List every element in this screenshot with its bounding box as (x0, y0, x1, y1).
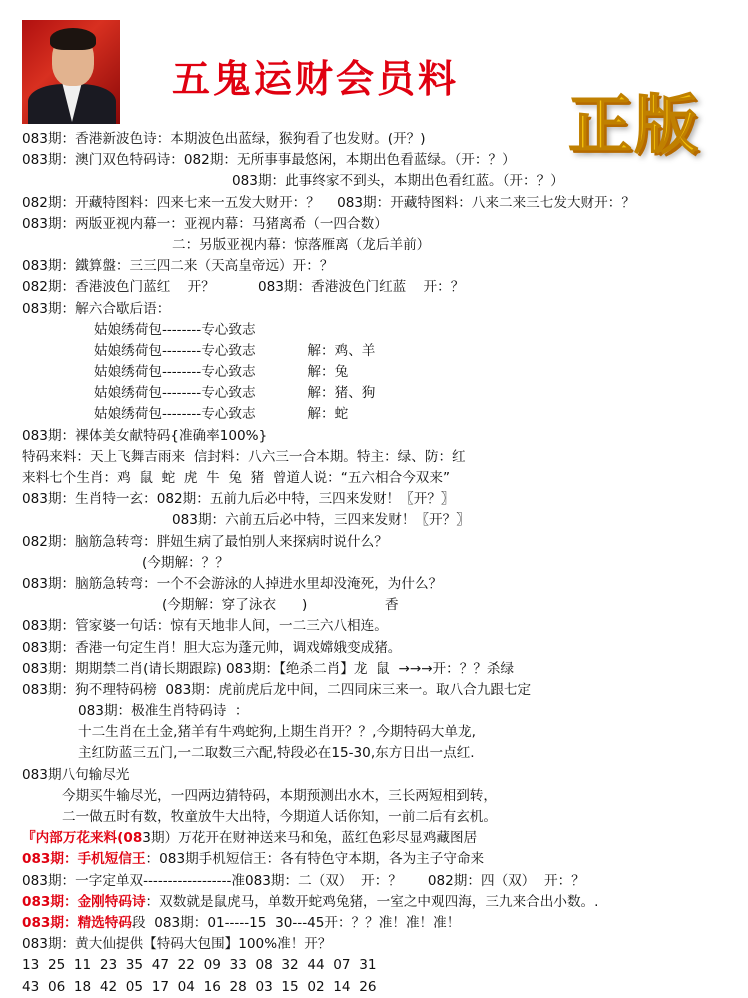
text-line: 083期：鐵算盤：三三四二来（天高皇帝远）开：？ (22, 258, 334, 275)
text-line: 083期：狗不理特码榜 083期：虎前虎后龙中间，二四同床三来一。取八合九跟七定 (22, 681, 532, 698)
text-line: 083期：黄大仙提供【特码大包围】100%准！开？ (22, 936, 332, 953)
text-line: 姑娘绣荷包--------专心致志 解：蛇 (94, 406, 349, 423)
text-line: 083期：两版亚视内幕一：亚视内幕：马猪离希（一四合数） (22, 215, 388, 232)
text-line: 083期：极准生肖特码诗 ： (78, 703, 249, 720)
text-line: 083期：一字定单双------------------准083期：二（双） 开：？ 082期：四（双） 开：？ (22, 872, 585, 889)
text-line: 083期：此事终家不到头，本期出色看红蓝。（开：？） (232, 173, 564, 190)
text-line: 二一做五时有数，牧童放牛大出特，今期道人话你知，一前二后有玄机。 (62, 809, 497, 825)
text-line: 083期：管家婆一句话：惊有天地非人间，一二三六八相连。 (22, 618, 388, 635)
text-line: 姑娘绣荷包--------专心致志 解：鸡、羊 (94, 342, 376, 359)
text-line: 13 25 11 23 35 47 22 09 33 08 32 44 07 31 (22, 957, 377, 974)
text-line: (今期解：穿了泳衣 ) 香 (162, 597, 399, 614)
highlight-label: 083期：精选特码 (22, 914, 132, 931)
text-line: 083期：六前五后必中特，三四来发财！〖开？〗 (172, 512, 470, 529)
line-body: ：083期手机短信王：各有特色守本期，各为主子守命来 (145, 851, 485, 868)
portrait-photo (22, 20, 120, 124)
content-lines (22, 129, 742, 998)
text-line: 姑娘绣荷包--------专心致志 解：猪、狗 (94, 385, 376, 402)
text-line: 主红防蓝三五门,一二取数三六配,特段必在15-30,东方日出一点红. (78, 745, 475, 762)
line-body: 3期）万花开在财神送来马和兔，蓝红色彩尽显鸡藏图居 (142, 830, 478, 847)
text-line: 083期：裸体美女献特码{准确率100%} (22, 427, 268, 444)
text-line: 来料七个生肖：鸡 鼠 蛇 虎 牛 兔 猪 曾道人说：“五六相合今双来” (22, 470, 451, 486)
text-line: 姑娘绣荷包--------专心致志 (94, 321, 256, 338)
portrait-hair (50, 28, 96, 50)
highlight-label: 083期：手机短信王 (22, 851, 146, 868)
text-line: 083期：香港一句定生肖！胆大忘为蓬元帅，调戏嫦娥变成猪。 (22, 639, 402, 656)
text-line: 082期：脑筋急转弯：胖妞生病了最怕别人来探病时说什么？ (22, 533, 388, 550)
text-line: 43 06 18 42 05 17 04 16 28 03 15 02 14 26 (22, 978, 377, 995)
authentic-badge: 正版 (568, 89, 700, 163)
text-line (22, 892, 742, 913)
line-body: ：双数就是鼠虎马，单数开蛇鸡兔猪，一室之中观四海，三九来合出小数。. (145, 893, 599, 910)
text-line: 082期：开藏特图料：四来七来一五发大财开：？ 083期：开藏特图料：八来二来三七发大财开：？ (22, 194, 635, 211)
page-title: 五鬼运财会员料 (172, 56, 460, 101)
text-line: 083期：解六合歇后语： (22, 300, 171, 317)
text-line: 特码来料：天上飞舞吉雨来 信封料：八六三一合本期。特主：绿、防：红 (22, 448, 466, 465)
text-line: 083期：脑筋急转弯：一个不会游泳的人掉进水里却没淹死，为什么？ (22, 575, 443, 592)
text-line: (今期解：？？ (142, 554, 229, 571)
text-line (22, 828, 742, 849)
text-line: 083期：生肖特一玄：082期：五前九后必中特，三四来发财！〖开？〗 (22, 491, 455, 508)
text-line: 083期：澳门双色特码诗：082期：无所事事最悠闲，本期出色看蓝绿。（开：？） (22, 152, 516, 169)
text-line: 083期：香港新波色诗：本期波色出蓝绿，猴狗看了也发财。(开？) (22, 131, 426, 147)
text-line (22, 913, 742, 934)
text-line: 姑娘绣荷包--------专心致志 解：兔 (94, 364, 349, 381)
line-body: 段 083期：01-----15 30---45开：？？准！准！准！ (131, 914, 461, 931)
highlight-label: 083期：金刚特码诗 (22, 893, 146, 910)
text-line: 082期：香港波色门蓝红 开？ 083期：香港波色门红蓝 开：？ (22, 279, 465, 296)
text-line (22, 849, 742, 870)
text-line: 十二生肖在土金,猪羊有牛鸡蛇狗,上期生肖开？？,今期特码大单龙, (78, 724, 476, 741)
text-line: 二：另版亚视内幕：惊落雁离（龙后羊前） (172, 236, 431, 253)
text-line: 083期八句输尽光 (22, 766, 130, 783)
highlight-label: 『内部万花来料(08 (22, 830, 143, 847)
text-line: 今期买牛输尽光，一四两边猜特码，本期预测出水木，三长两短相到转， (62, 787, 497, 804)
text-line: 083期：期期禁二肖(请长期跟踪) 083期：【绝杀二肖】龙 鼠 →→→开：？？杀绿 (22, 660, 515, 677)
